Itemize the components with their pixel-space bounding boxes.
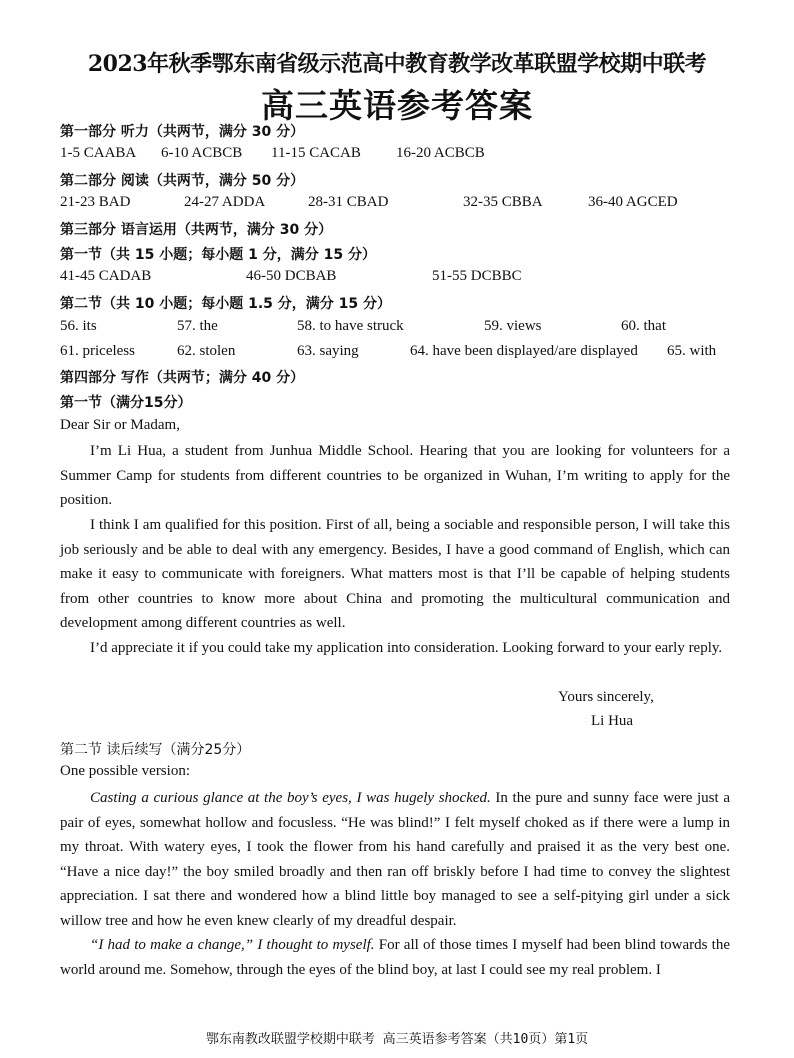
letter-paragraph: I’d appreciate it if you could take my application into consideration. Looking forward to your early reply.: [90, 640, 723, 656]
page-footer: 鄂东南教改联盟学校期中联考 高三英语参考答案（共10页）第1页: [205, 1032, 589, 1047]
part3-section2-answer: 60. that: [621, 318, 666, 334]
story-paragraph: [60, 933, 730, 982]
part4-heading: 第四部分 写作（共两节；满分 40 分）: [60, 370, 305, 386]
part1-answer: 1-5 CAABA: [60, 145, 137, 161]
exam-title: 2023年秋季鄂东南省级示范高中教育教学改革联盟学校期中联考: [87, 51, 707, 77]
part2-answer: 32-35 CBBA: [463, 194, 543, 210]
letter-paragraph: I’m Li Hua, a student from Junhua Middle School. Hearing that you are looking for volunteers for a Summer Camp for students from different countries to be organized in Wuhan, I’m writing to apply for the position.: [60, 443, 730, 509]
part2-answer: 21-23 BAD: [60, 194, 131, 210]
part3-section2-answer: 65. with: [667, 343, 717, 359]
part3-section2-answer: 63. saying: [297, 343, 359, 359]
part3-section1-answer: 46-50 DCBAB: [246, 268, 337, 284]
part1-answer: 16-20 ACBCB: [396, 145, 485, 161]
story-paragraph: [60, 786, 730, 934]
part1-heading: 第一部分 听力（共两节，满分 30 分）: [60, 124, 305, 140]
part3-heading: 第三部分 语言运用（共两节，满分 30 分）: [60, 222, 333, 238]
part4-section1-heading: 第一节（满分15分）: [60, 395, 192, 411]
story-italic-sentence: Casting a curious glance at the boy’s eyes, I was hugely shocked.: [90, 790, 491, 806]
part3-section1-heading: 第一节（共 15 小题；每小题 1 分，满分 15 分）: [60, 247, 376, 263]
letter-paragraph: I think I am qualified for this position. First of all, being a sociable and responsible person, I will take this job seriously and be able to deal with any emergency. Besides, I have a good command of English, which can make it easy to communicate with foreigners. What matters most is that I’ll be capable of helping students from other countries to know more about China and promoting the multicultural communication and development among different countries as well.: [60, 517, 730, 632]
version-label: One possible version:: [60, 763, 190, 779]
story-text: In the pure and sunny face were just a pair of eyes, somewhat hollow and focusless. “He was blind!” I felt myself choked as if there were a lump in my throat. With watery eyes, I took the flower from his hand carefully and praised it as the very best one. “Have a nice day!” the boy smiled broadly and then ran off briskly before I had time to convey the slightest appreciation. I sat there and wondered how a blind little boy managed to see a self-pitying girl under a sick willow tree and how he even knew clearly of my dreadful despair.: [60, 790, 730, 929]
part2-answer: 28-31 CBAD: [308, 194, 389, 210]
part3-section2-answer: 64. have been displayed/are displayed: [410, 343, 638, 359]
part1-answer: 6-10 ACBCB: [161, 145, 243, 161]
part3-section2-answer: 59. views: [484, 318, 542, 334]
part3-section2-answer: 56. its: [60, 318, 97, 334]
part3-section1-answer: 41-45 CADAB: [60, 268, 152, 284]
part1-answer: 11-15 CACAB: [271, 145, 361, 161]
part3-section2-answer: 58. to have struck: [297, 318, 404, 334]
letter-salutation: Dear Sir or Madam,: [60, 417, 180, 433]
part2-answer: 24-27 ADDA: [184, 194, 266, 210]
part3-section2-heading: 第二节（共 10 小题；每小题 1.5 分，满分 15 分）: [60, 296, 392, 312]
part3-section2-answer: 62. stolen: [177, 343, 236, 359]
part3-section2-answer: 61. priceless: [60, 343, 135, 359]
part3-section1-answer: 51-55 DCBBC: [432, 268, 522, 284]
story-italic-sentence: “I had to make a change,” I thought to myself.: [90, 937, 375, 953]
part3-section2-answer: 57. the: [177, 318, 218, 334]
document-subtitle: 高三英语参考答案: [261, 86, 533, 125]
part2-heading: 第二部分 阅读（共两节，满分 50 分）: [60, 173, 305, 189]
letter-signature: Li Hua: [591, 713, 634, 729]
part2-answer: 36-40 AGCED: [588, 194, 678, 210]
story-text: For all of those times I myself had been blind towards the world around me. Somehow, through the eyes of the blind boy, at last I could see my real problem. I: [60, 937, 730, 978]
letter-closing: Yours sincerely,: [558, 689, 654, 705]
part4-section2-heading: 第二节 读后续写（满分25分）: [60, 742, 251, 758]
